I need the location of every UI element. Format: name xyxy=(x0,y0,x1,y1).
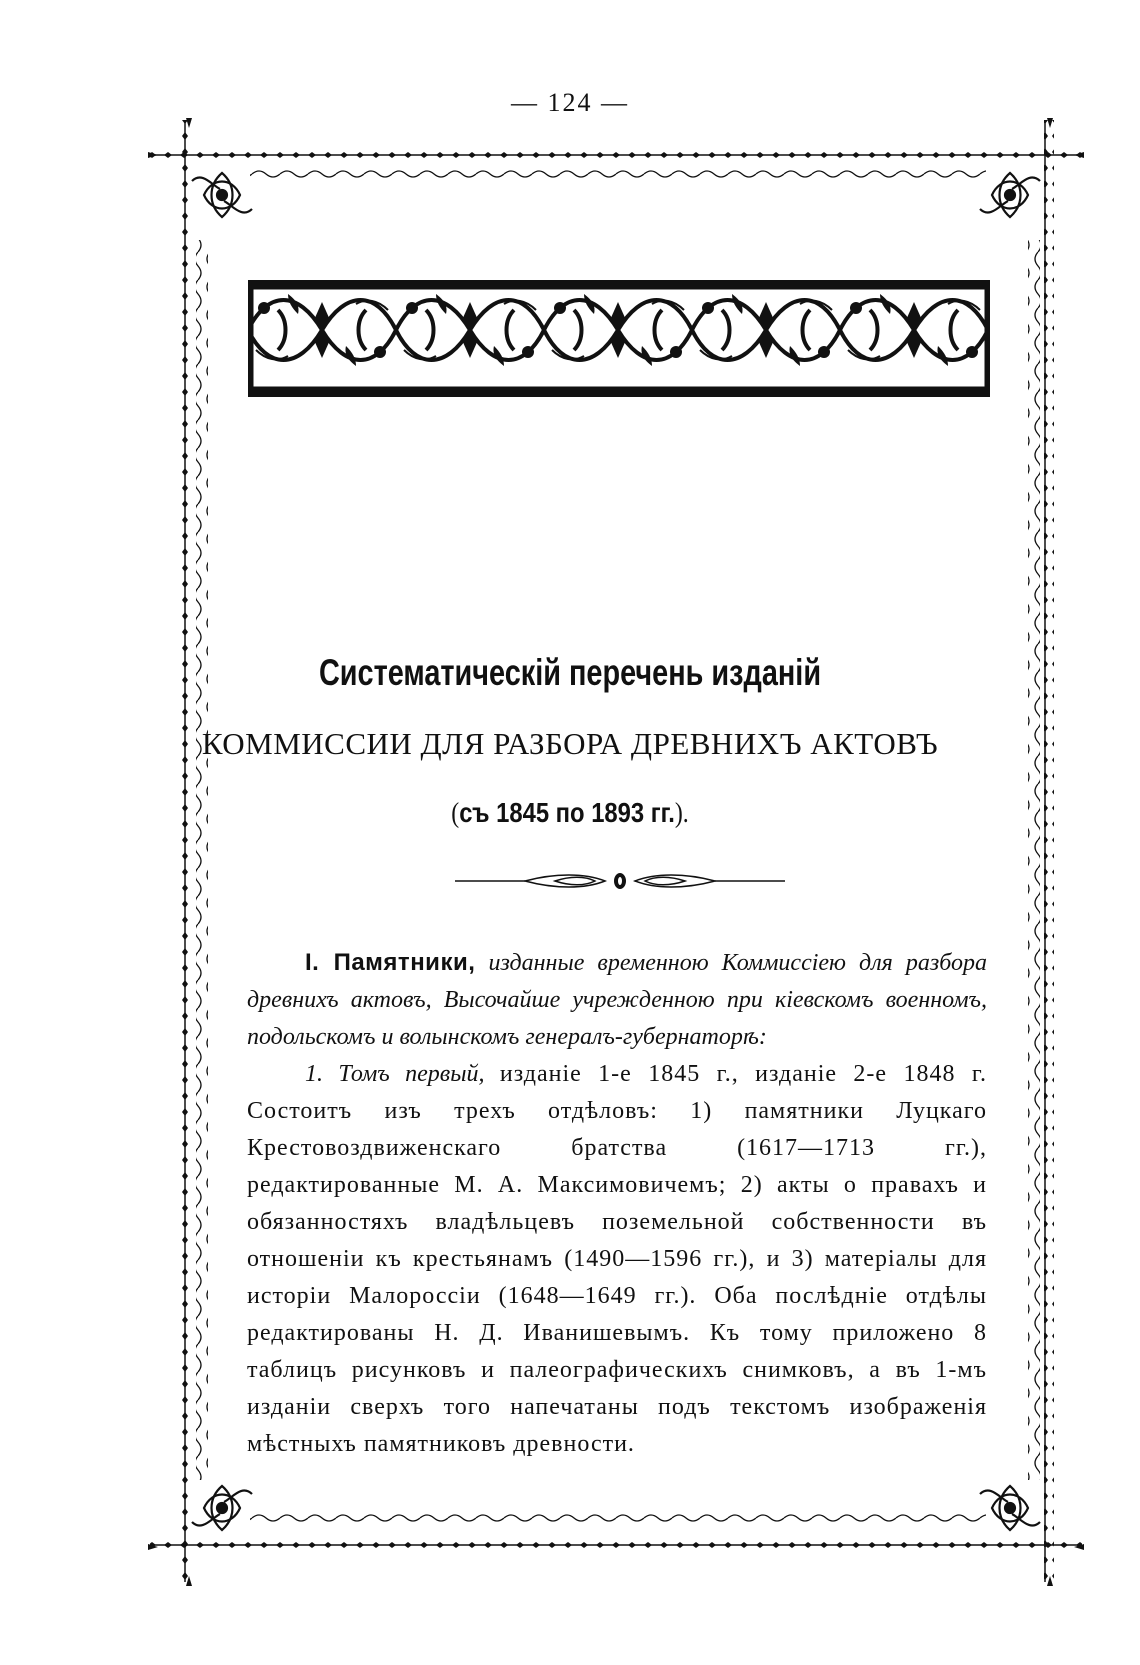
page-title: Систематическій перечень изданій xyxy=(318,652,822,693)
section-1-heading: I. Памятники, xyxy=(305,949,476,976)
item-1-text: изданіе 1-е 1845 г., изданіе 2-е 1848 г. Состоитъ изъ трехъ отдѣловъ: 1) памятники Луцкаго Крестовоздвиженскаго братства (1617—1713 гг.), редактированные М. А. Максимовичемъ; 2) акты о правахъ и обязанностяхъ владѣльцевъ поземельной собственности въ отношеніи къ крестьянамъ (1490—1596 гг.), и 3) матеріалы для исторіи Малороссіи (1648—1649 гг.). Оба послѣдніе отдѣлы редактированы Н. Д. Иванишевымъ. Къ тому приложено 8 таблицъ рисунковъ и палеографическихъ снимковъ, а въ 1-мъ изданіи сверхъ того напечатаны подъ текстомъ изображенія мѣстныхъ памятниковъ древности. xyxy=(247,1061,988,1457)
section-1-paragraph xyxy=(247,944,987,1056)
headpiece-ornament xyxy=(248,280,990,397)
date-close-paren: ). xyxy=(674,798,689,829)
item-1-label: 1. Томъ первый, xyxy=(305,1061,485,1087)
date-open-paren: ( xyxy=(451,798,460,829)
section-1-description: изданные временною Коммиссіею для разбора древнихъ актовъ, Высочайше учрежденною при кіевскомъ военномъ, подольскомъ и волынскомъ генералъ-губернаторѣ: xyxy=(247,950,988,1050)
page-number: — 124 — xyxy=(511,88,629,117)
decorative-divider xyxy=(455,870,785,892)
body-text xyxy=(247,944,987,1463)
item-1-paragraph xyxy=(247,1056,987,1463)
date-range xyxy=(86,797,1055,830)
date-range-text: съ 1845 по 1893 гг. xyxy=(459,797,675,828)
commission-subtitle: КОММИССИИ ДЛЯ РАЗБОРА ДРЕВНИХЪ АКТОВЪ xyxy=(201,726,939,761)
